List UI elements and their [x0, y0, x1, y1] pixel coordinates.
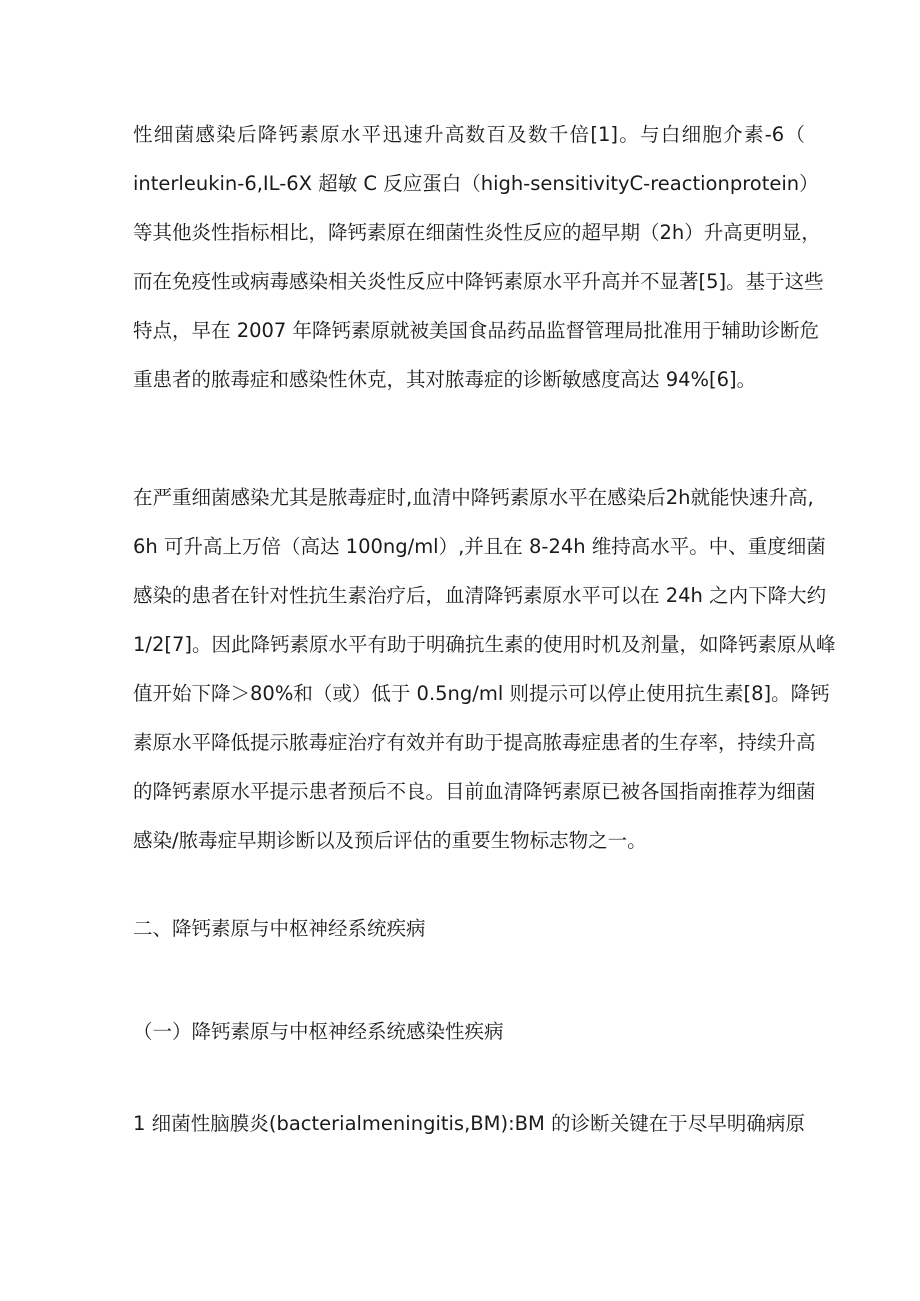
paragraph-line: 1 细菌性脑膜炎(bacterialmeningitis,BM):BM 的诊断关键在于尽早明确病原	[133, 1112, 805, 1135]
paragraph-line: 感染/脓毒症早期诊断以及预后评估的重要生物标志物之一。	[133, 829, 647, 852]
section-heading: 二、降钙素原与中枢神经系统疾病	[133, 917, 426, 940]
paragraph-line: 素原水平降低提示脓毒症治疗有效并有助于提高脓毒症患者的生存率，持续升高	[133, 731, 816, 754]
paragraph-bacterial-meningitis	[133, 1099, 805, 1148]
subsection-heading: （一）降钙素原与中枢神经系统感染性疾病	[133, 1020, 504, 1043]
paragraph-line: 特点，早在 2007 年降钙素原就被美国食品药品监督管理局批准用于辅助诊断危	[133, 319, 820, 342]
paragraph-severe-infection	[133, 473, 836, 865]
paragraph-line: 6h 可升高上万倍（高达 100ng/ml）,并且在 8-24h 维持高水平。中、重度细菌	[133, 535, 826, 558]
paragraph-line: 在严重细菌感染尤其是脓毒症时,血清中降钙素原水平在感染后2h就能快速升高,	[133, 486, 814, 509]
paragraph-line: 的降钙素原水平提示患者预后不良。目前血清降钙素原已被各国指南推荐为细菌	[133, 780, 816, 803]
paragraph-line: 而在免疫性或病毒感染相关炎性反应中降钙素原水平升高并不显著[5]。基于这些	[133, 270, 824, 293]
paragraph-line: interleukin-6,IL-6X 超敏 C 反应蛋白（high-sensitivityC-reactionprotein）	[133, 172, 819, 195]
paragraph-line: 性细菌感染后降钙素原水平迅速升高数百及数千倍[1]。与白细胞介素-6（	[133, 123, 805, 146]
paragraph-line: 1/2[7]。因此降钙素原水平有助于明确抗生素的使用时机及剂量，如降钙素原从峰	[133, 633, 836, 656]
paragraph-line: 重患者的脓毒症和感染性休克，其对脓毒症的诊断敏感度高达 94%[6]。	[133, 368, 757, 391]
paragraph-procalcitonin-intro	[133, 110, 824, 404]
paragraph-line: 感染的患者在针对性抗生素治疗后，血清降钙素原水平可以在 24h 之内下降大约	[133, 584, 827, 607]
paragraph-line: 等其他炎性指标相比，降钙素原在细菌性炎性反应的超早期（2h）升高更明显，	[133, 221, 821, 244]
paragraph-line: 值开始下降＞80%和（或）低于 0.5ng/ml 则提示可以停止使用抗生素[8]。降钙	[133, 682, 830, 705]
